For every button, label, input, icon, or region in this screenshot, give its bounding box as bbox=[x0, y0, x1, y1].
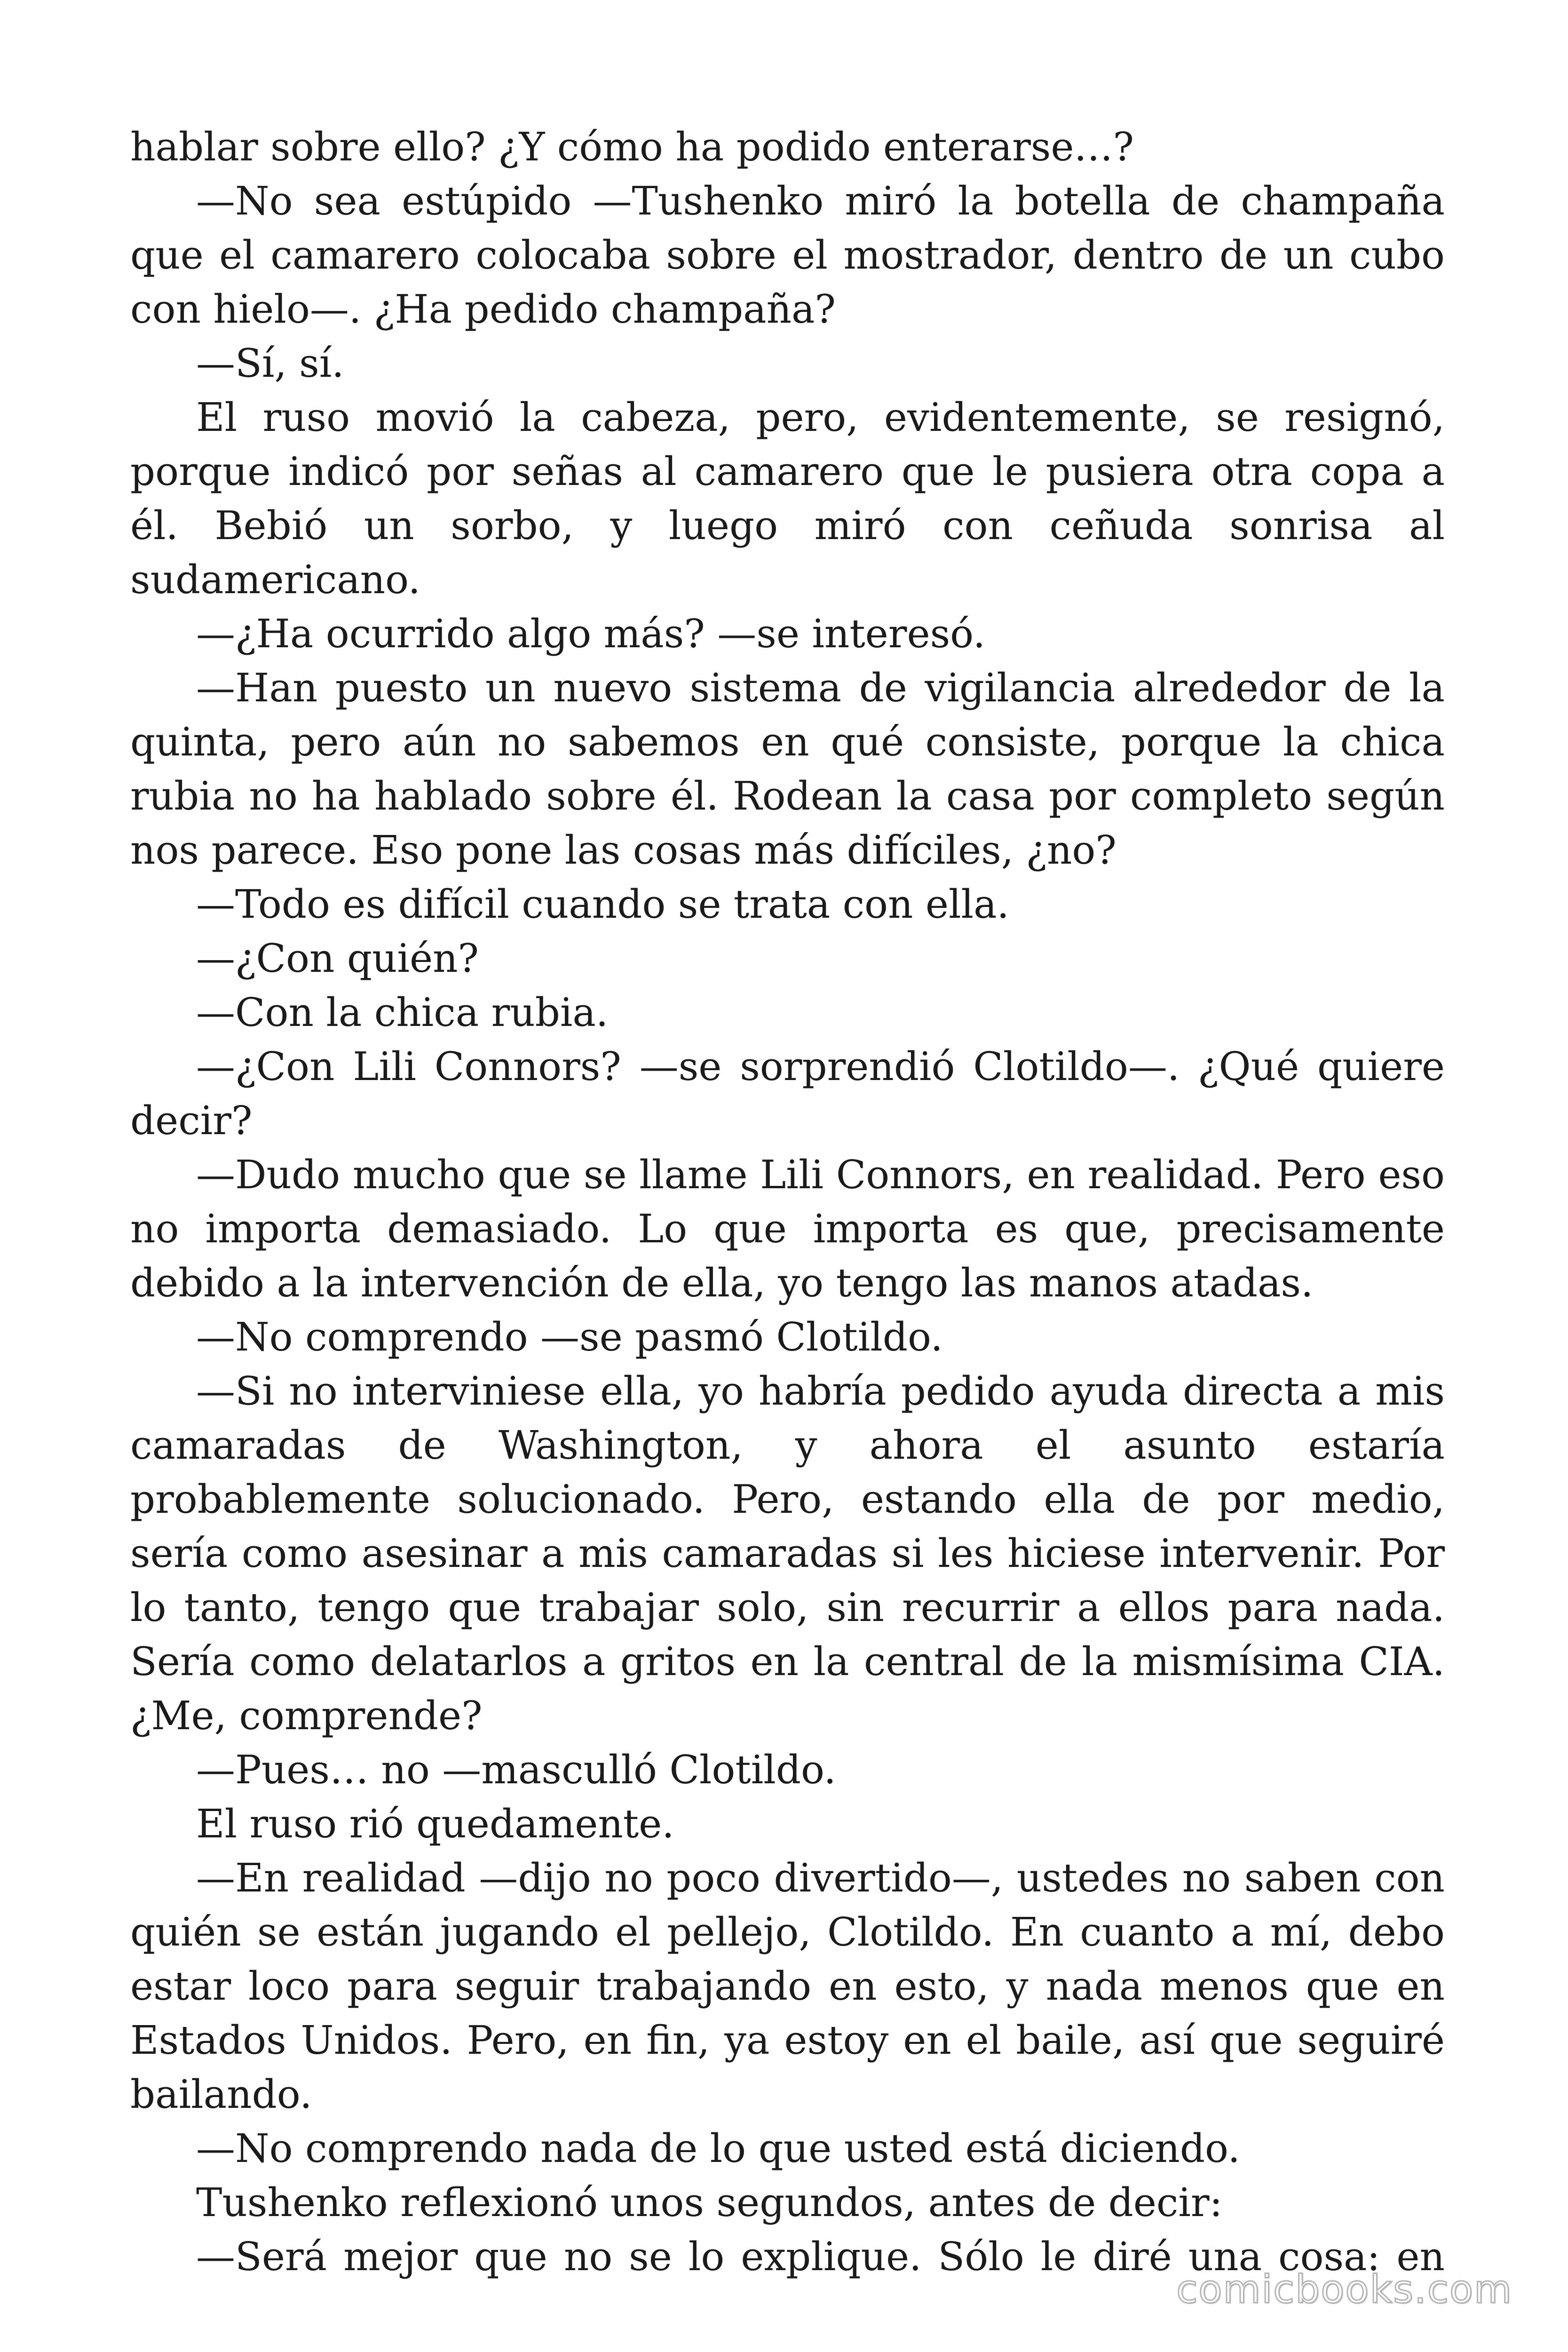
paragraph: —Han puesto un nuevo sistema de vigilancia alrededor de la quinta, pero aún no sabemos en qué consiste, porque la chica rubia no ha hablado sobre él. Rodean la casa por completo según nos parece. Eso pone las cosas más difíciles, ¿no? bbox=[130, 665, 1445, 873]
paragraph: —Pues… no —masculló Clotildo. bbox=[196, 1747, 836, 1793]
body-text bbox=[130, 120, 1445, 2284]
paragraph: —Sí, sí. bbox=[196, 341, 344, 386]
paragraph: —Dudo mucho que se llame Lili Connors, en realidad. Pero eso no importa demasiado. Lo que importa es que, precisamente debido a la intervención de ella, yo tengo las manos atadas. bbox=[130, 1152, 1445, 1306]
paragraph: —No comprendo —se pasmó Clotildo. bbox=[196, 1314, 943, 1360]
paragraph: —¿Con Lili Connors? —se sorprendió Clotildo—. ¿Qué quiere decir? bbox=[130, 1044, 1445, 1144]
paragraph: Tushenko reflexionó unos segundos, antes de decir: bbox=[196, 2180, 1223, 2225]
paragraph: —Todo es difícil cuando se trata con ella. bbox=[196, 882, 1009, 927]
paragraph: El ruso movió la cabeza, pero, evidentemente, se resignó, porque indicó por señas al camarero que le pusiera otra copa a él. Bebió un sorbo, y luego miró con ceñuda sonrisa al sudamericano. bbox=[130, 395, 1445, 603]
paragraph: hablar sobre ello? ¿Y cómo ha podido enterarse…? bbox=[130, 124, 1134, 170]
paragraph: El ruso rió quedamente. bbox=[196, 1801, 674, 1847]
paragraph: —En realidad —dijo no poco divertido—, ustedes no saben con quién se están jugando el pellejo, Clotildo. En cuanto a mí, debo estar loco para seguir trabajando en esto, y nada menos que en Estados Unidos. Pero, en fin, ya estoy en el baile, así que seguiré bailando. bbox=[130, 1855, 1445, 2117]
paragraph: —¿Con quién? bbox=[196, 936, 479, 981]
paragraph: —Si no interviniese ella, yo habría pedido ayuda directa a mis camaradas de Washington, y ahora el asunto estaría probablemente solucionado. Pero, estando ella de por medio, sería como asesinar a mis camaradas si les hiciese intervenir. Por lo tanto, tengo que trabajar solo, sin recurrir a ellos para nada. Sería como delatarlos a gritos en la central de la mismísima CIA. ¿Me, comprende? bbox=[130, 1368, 1445, 1739]
paragraph: —No sea estúpido —Tushenko miró la botella de champaña que el camarero colocaba sobre el mostrador, dentro de un cubo con hielo—. ¿Ha pedido champaña? bbox=[130, 178, 1445, 332]
watermark: comicbooks.com bbox=[1176, 2267, 1513, 2312]
paragraph: —Será mejor que no se lo explique. Sólo le diré una cosa: en bbox=[196, 2234, 1445, 2280]
paragraph: —Con la chica rubia. bbox=[196, 990, 609, 1035]
paragraph: —No comprendo nada de lo que usted está diciendo. bbox=[196, 2126, 1240, 2171]
paragraph: —¿Ha ocurrido algo más? —se interesó. bbox=[196, 611, 986, 657]
